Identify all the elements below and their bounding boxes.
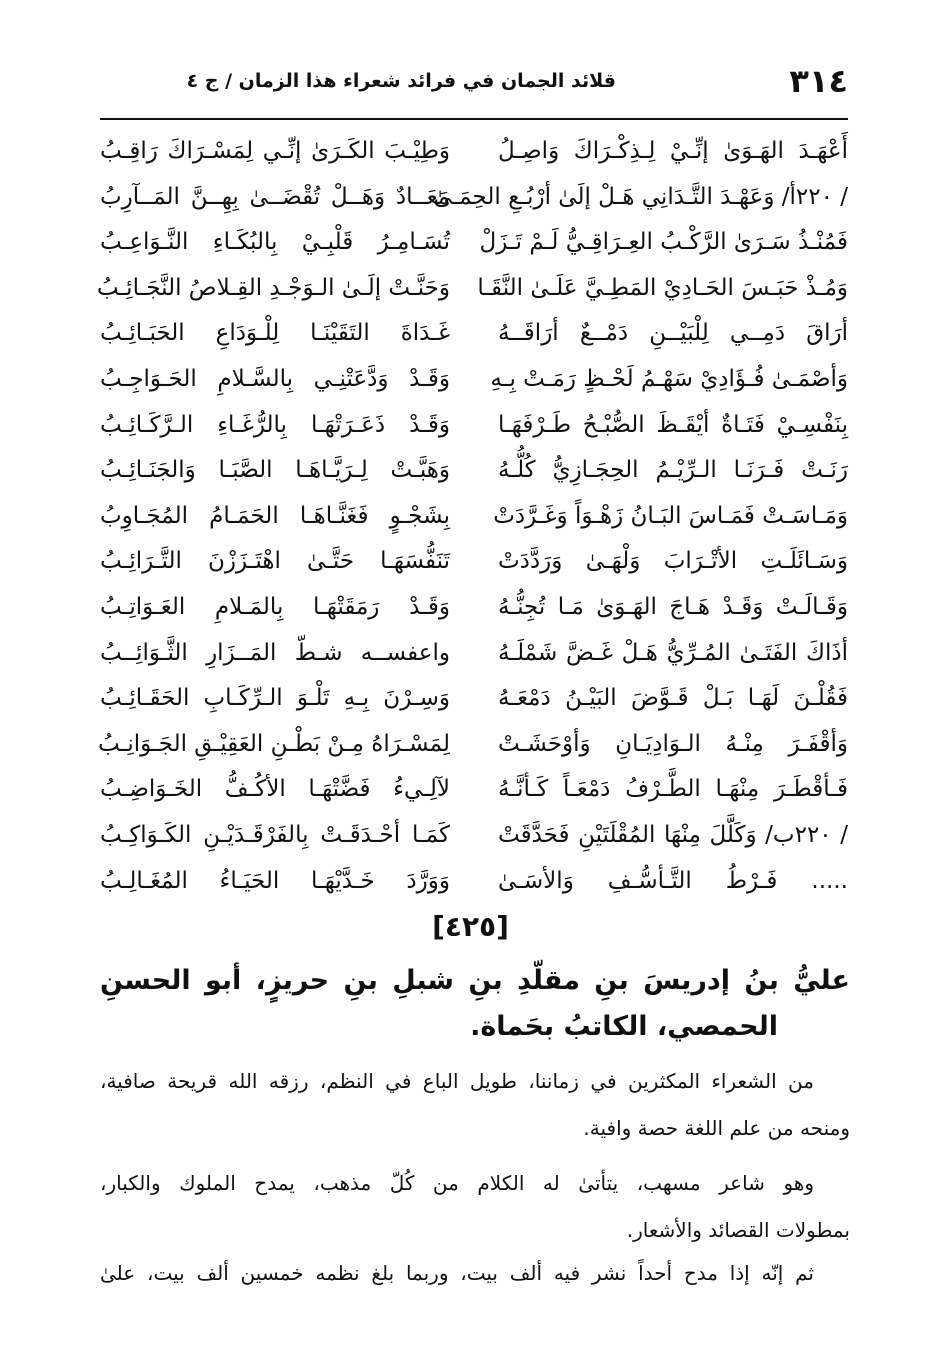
header-rule [100,118,848,120]
poem-verse [100,634,848,680]
verse-first-hemistich: وَمَـاسَـتْ فَمَـاسَ البَـانُ زَهْـوَاً وَغَـرَّدَتْ [493,502,848,529]
verse-first-hemistich: رَنَـتْ فَـرَنَـا الـرِّيْـمُ الحِجَـازِيُّ كُلُّـهُ [498,457,848,484]
verse-second-hemistich: وَوَرَّدَ خَـدَّيْهَـا الحَيَـاءُ المُغَـالِـبُ [100,867,450,894]
poem-verse [100,406,848,452]
poem-verse [100,360,848,406]
verse-first-hemistich: فَـأقْطَـرَ مِنْهَـا الطَّـرْفُ دَمْعَـاً كَـأنَّـهُ [498,776,848,803]
poem-verse [100,725,848,771]
paragraph-1-line-2: ومنحه من علم اللغة حصة وافية. [583,1116,850,1140]
poem-verse [100,862,848,908]
verse-first-hemistich: ..... فَـرْطُ التَّـأسُّـفِ وَالأسَـىٰ [498,867,848,894]
poem-verse [96,269,848,315]
verse-second-hemistich: وَقَـدْ ذَعَـرَتْهَـا بِالرُّغَـاءِ الـرَّكَـائِـبُ [100,411,450,438]
page-number: ٣١٤ [789,62,848,100]
poem [96,132,849,907]
running-title: قلائد الجمان في فرائد شعراء هذا الزمان / ج ٤ [186,70,616,92]
entry-heading-line-1: عليُّ بنُ إدريسَ بنِ مقلّدِ بنِ شبلِ بنِ حريزٍ، أبو الحسنِ [100,965,850,996]
verse-first-hemistich: فَمُنْـذُ سَـرَىٰ الرَّكْـبُ العِـرَاقِـيُّ لَـمْ تَـزَلْ [479,229,848,256]
verse-second-hemistich: غَـدَاةَ التَقَيْنَـا لِلْـوَدَاعِ الحَبَـائِـبُ [100,320,450,347]
verse-first-hemistich: وَأقْفَـرَ مِنْـهُ الـوَادِيَـانِ وَأوْحَشَـتْ [498,730,848,757]
verse-first-hemistich: وَسَـائَلَـتِ الأتْـرَابَ وَلْهَـىٰ وَرَدَّدَتْ [498,548,848,575]
verse-second-hemistich: وَهَبَّـتْ لِـرَيَّـاهَـا الصَّبَـا وَالجَنَـائِـبُ [100,457,450,484]
verse-second-hemistich: بِشَجْـوٍ فَغَنَّـاهَـا الحَمَـامُ المُجَـاوِبُ [100,502,450,529]
verse-first-hemistich: / ٢٢٠ب/ وَكَلَّلَ مِنْهَا المُقْلَتَيْنِ فَحَدَّقَتْ [498,821,849,848]
verse-first-hemistich: بِنَفْسِـيْ فَتَـاةٌ أيْقَـظَ الصُّبْـحُ طَـرْفَهَـا [498,411,848,438]
verse-first-hemistich: أرَاقَ دَمِــي لِلْبَيْــنِ دَمْــعٌ أرَاقَــهُ [498,320,848,347]
verse-second-hemistich: تُسَـامِـرُ قَلْبِـيْ بِالبُكَـاءِ النَّـوَاعِـبُ [100,229,450,256]
entry-heading [100,958,850,1050]
verse-first-hemistich: وَأصْمَـىٰ فُـؤَادِيْ سَهْـمُ لَحْـظٍ رَمَـتْ بِـهِ [490,365,848,392]
entry-number: [٤٢٥] [432,910,509,943]
poem-verse [100,816,848,862]
verse-second-hemistich: وَقَـدْ رَمَقَتْهَـا بِالمَـلامِ العَـوَاتِـبُ [100,593,450,620]
verse-second-hemistich: كَمَـا أحْـدَقَـتْ بِالفَرْقَـدَيْـنِ الكَـوَاكِـبُ [100,821,450,848]
entry-heading-line-2: الحمصي، الكاتبُ بحَماة. [470,1011,778,1042]
paragraph-3 [100,1250,850,1297]
poem-verse [100,132,848,178]
paragraph-2-line-2: بمطولات القصائد والأشعار. [626,1218,850,1242]
poem-verse [100,679,848,725]
poem-verse [100,497,848,543]
paragraph-3-line-1: ثم إنّه إذا مدح أحداً نشر فيه ألف بيت، وربما بلغ نظمه خمسين ألف بيت، علىٰ [100,1261,814,1285]
verse-second-hemistich: واعفســه شـطّ المَــزَارِ الثَّـوَائِــبُ [100,639,450,666]
verse-first-hemistich: / ٢٢٠أ/ وَعَهْـدَ التَّـدَانِي هَـلْ إلَىٰ أرْبُـعِ الحِمَـىٰ [433,183,848,210]
verse-first-hemistich: وَقَـالَـتْ وَقَـدْ هَـاجَ الهَـوَىٰ مَـا تُجِنُّـهُ [498,593,848,620]
verse-second-hemistich: مَعَــادٌ وَهَــلْ تُقْضَــىٰ بِهِــنَّ المَــآرِبُ [100,183,450,210]
verse-first-hemistich: فَقُلْـنَ لَهَـا بَـلْ قَـوَّضَ البَيْـنُ دَمْعَـهُ [498,685,848,712]
verse-second-hemistich: وَسِـرْنَ بِـهِ تَلْـوَ الـرِّكَـابِ الحَقَـائِـبُ [100,685,450,712]
poem-verse [100,178,848,224]
verse-first-hemistich: أذَاكَ الفَتَـىٰ المُـرِّيُّ هَـلْ غَـضَّ شَمْلَـهُ [498,639,848,666]
verse-second-hemistich: وَقَـدْ وَدَّعَتْنِـي بِالسَّـلامِ الحَـوَاجِـبُ [100,365,450,392]
verse-second-hemistich: وَحَنَّـتْ إلَـىٰ الـوَجْـدِ القِـلاصُ النَّجَـائِـبُ [96,274,450,301]
poem-verse [100,314,848,360]
verse-second-hemistich: لآلِـيءُ فَضَّتْهَـا الأكُـفُّ الخَـوَاضِـبُ [100,776,450,803]
page-header [100,62,848,112]
poem-verse [100,770,848,816]
verse-second-hemistich: لِمَسْـرَاهُ مِـنْ بَطْـنِ العَقِيْـقِ الجَـوَانِـبُ [98,730,450,757]
paragraph-1 [100,1058,850,1152]
verse-first-hemistich: أَعْهَـدَ الهَـوَىٰ إنِّـيْ لِـذِكْـرَاكَ وَاصِـلُ [498,138,848,164]
paragraph-2 [100,1160,850,1254]
verse-second-hemistich: تَنَفُّسَهَـا حَتَّـىٰ اهْتَـزَزْنَ التَّـرَائِـبُ [100,548,450,575]
poem-verse [100,451,848,497]
paragraph-2-line-1: وهو شاعر مسهب، يتأتىٰ له الكلام من كُلّ مذهب، يمدح الملوك والكبار، [100,1171,814,1195]
verse-first-hemistich: وَمُـذْ حَبَـسَ الحَـادِيْ المَطِـيَّ عَلَـىٰ النَّقَـا [477,274,848,301]
poem-verse [100,542,848,588]
poem-verse [100,223,848,269]
poem-verse [100,588,848,634]
verse-second-hemistich: وَطِيْـبَ الكَـرَىٰ إنِّـي لِمَسْـرَاكَ رَاقِـبُ [100,138,450,164]
paragraph-1-line-1: من الشعراء المكثرين في زماننا، طويل الباع في النظم، رزقه الله قريحة صافية، [100,1069,814,1093]
